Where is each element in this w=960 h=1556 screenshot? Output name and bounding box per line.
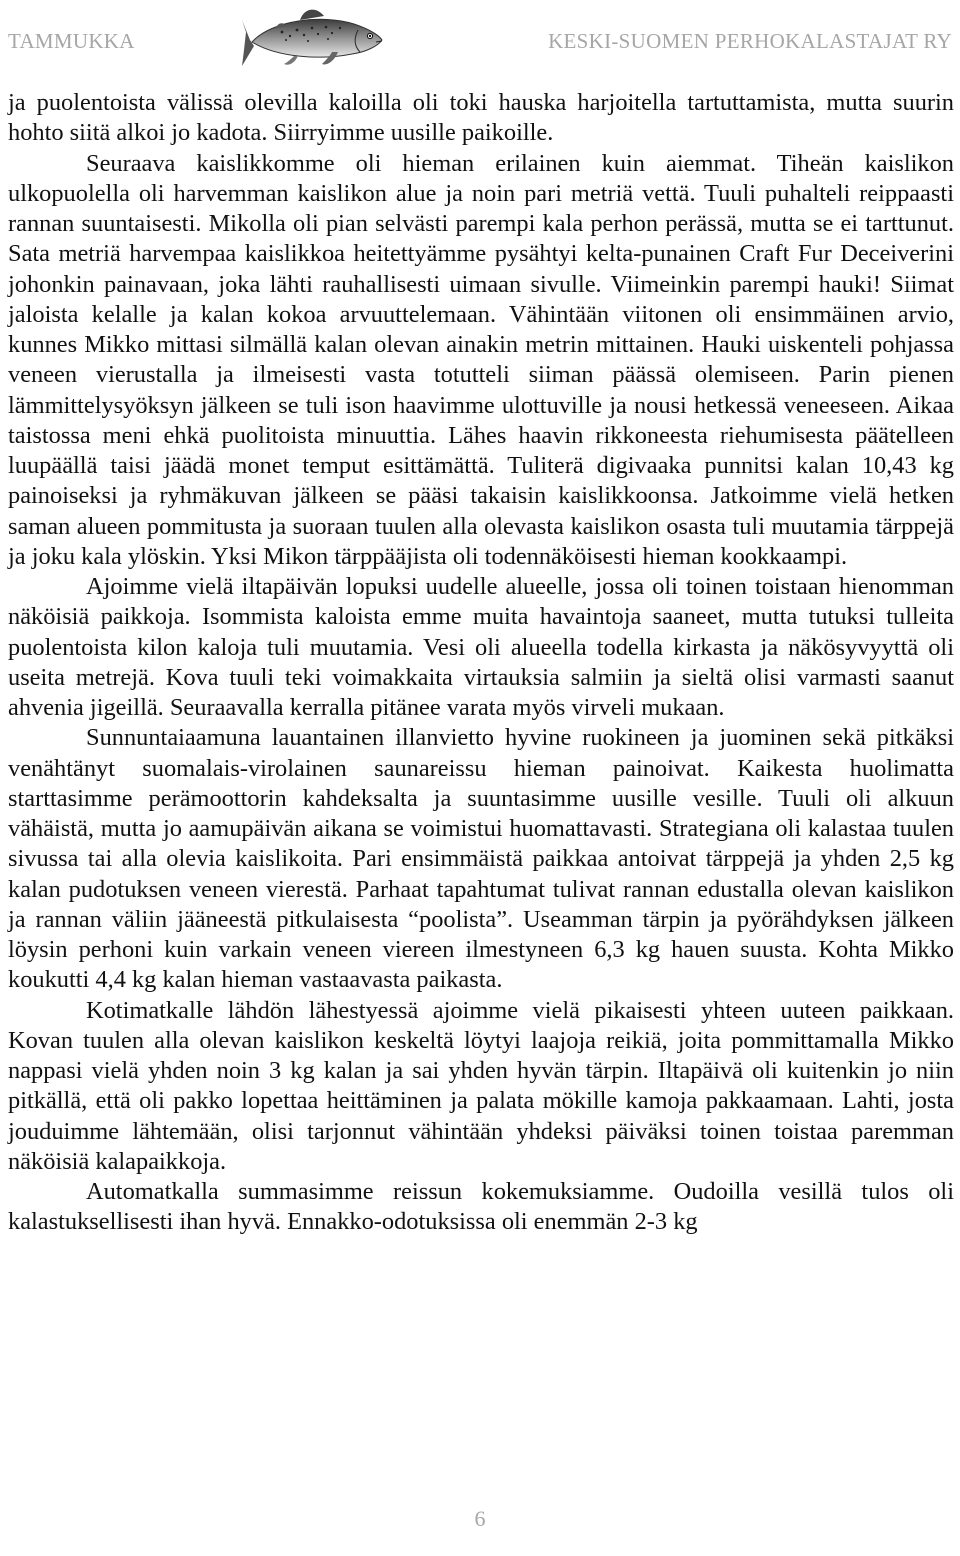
page-header <box>0 0 960 80</box>
paragraph-car-trip: Automatkalla summasimme reissun kokemuksiamme. Oudoilla vesillä tulos oli kalastuksellisesti ihan hyvä. Ennakko-odotuksissa oli enemmän 2-3 kg <box>8 1178 954 1236</box>
header-club-name: KESKI-SUOMEN PERHOKALASTAJAT RY <box>548 29 952 53</box>
paragraph-last-spot: Kotimatkalle lähdön lähestyessä ajoimme vielä pikaisesti yhteen uuteen paikkaan. Kovan tuulen alla olevan kaislikon keskeltä löytyi laajoja reikiä, joita pommittamalla Mikko nappasi vielä yhden noin 3 kg kalan ja sai yhden hyvän tärpin. Iltapäivä oli kuitenkin jo niin pitkällä, että oli pakko lopettaa heittäminen ja palata mökille kamoja pakkaamaan. Lahti, josta jouduimme lähtemään, olisi tarjonnut vähintään yhdeksi päiväksi toinen toistaa paremman näköisiä kalapaikkoja. <box>8 996 954 1175</box>
paragraph-afternoon-area: Ajoimme vielä iltapäivän lopuksi uudelle alueelle, jossa oli toinen toistaan hienomman näköisiä paikkoja. Isommista kaloista emme muita havaintoja saaneet, mutta tutuksi tulleita puolentoista kilon kaloja tuli muutamia. Vesi oli alueella todella kirkasta ja näkösyvyyttä oli useita metrejä. Kova tuuli teki voimakkaita virtauksia salmiin ja sieltä olisi varmasti saanut ahvenia jigeillä. Seuraavalla kerralla pitänee varata myös virveli mukaan. <box>8 573 954 721</box>
trout-fish-icon <box>242 6 384 70</box>
paragraph-sunday-morning: Sunnuntaiaamuna lauantainen illanvietto hyvine ruokineen ja juominen sekä pitkäksi venähtänyt suomalais-virolainen saunareissu hieman painoivat. Kaikesta huolimatta starttasimme perämoottorin kahdeksalta ja suuntasimme uusille vesille. Tuuli oli alkuun vähäistä, mutta jo aamupäivän aikana se voimistui huomattavasti. Strategiana oli kalastaa tuulen sivussa tai alla olevia kaislikoita. Pari ensimmäistä paikkaa antoivat tärppejä ja yhden 2,5 kg kalan pudotuksen veneen vierestä. Parhaat tapahtumat tulivat rannan edustalla olevan kaislikon ja rannan väliin jääneestä pitkulaisesta “poolista”. Useamman tärpin ja pyörähdyksen jälkeen löysin perhoni kuin varkain veneen viereen ilmestyneen 6,3 kg hauen suusta. Kohta Mikko koukutti 4,4 kg kalan hieman vastaavasta paikasta. <box>8 724 954 994</box>
header-magazine-name: TAMMUKKA <box>8 29 135 53</box>
paragraph-second-reed-bed: Seuraava kaislikkomme oli hieman erilainen kuin aiemmat. Tiheän kaislikon ulkopuolella oli harvemman kaislikon alue ja noin pari metriä vettä. Tuuli puhalteli reippaasti rannan suuntaisesti. Mikolla oli pian selvästi parempi kala perhon perässä, mutta se ei tarttunut. Sata metriä harvempaa kaislikkoa heitettyämme pysähtyi kelta-punainen Craft Fur Deceiverini johonkin painavaan, joka lähti rauhallisesti uimaan sivulle. Viimeinkin parempi hauki! Siimat jaloista kelalle ja kalan kokoa arvuuttelemaan. Vähintään viitonen oli ensimmäinen arvio, kunnes Mikko mittasi silmällä kalan olevan ainakin metrin mittainen. Hauki uiskenteli pohjassa veneen vierustalla ja ilmeisesti vasta totutteli siiman päässä olemiseen. Parin pienen lämmittelysyöksyn jälkeen se tuli ison haavimme ulottuville ja nousi hetkessä veneeseen. Aikaa taistossa meni ehkä puolitoista minuuttia. Lähes haavin rikkoneesta riehumisesta päätelleen luupäällä taisi jäädä monet temput esittämättä. Tuliterä digivaaka punnitsi kalan 10,43 kg painoiseksi ja ryhmäkuvan jälkeen se pääsi takaisin kaislikkoonsa. Jatkoimme vielä hetken saman alueen pommitusta ja suoraan tuulen alla olevasta kaislikon osasta tuli muutamia tärppejä ja joku kala ylöskin. Yksi Mikon tärppääjista oli todennäköisesti hieman kookkaampi. <box>8 149 954 570</box>
page-number: 6 <box>474 1506 486 1531</box>
paragraph-continuation: ja puolentoista välissä olevilla kaloilla oli toki hauska harjoitella tartuttamista, mutta suurin hohto siitä alkoi jo kadota. Siirryimme uusille paikoille. <box>8 89 954 147</box>
article-body <box>8 88 954 1238</box>
